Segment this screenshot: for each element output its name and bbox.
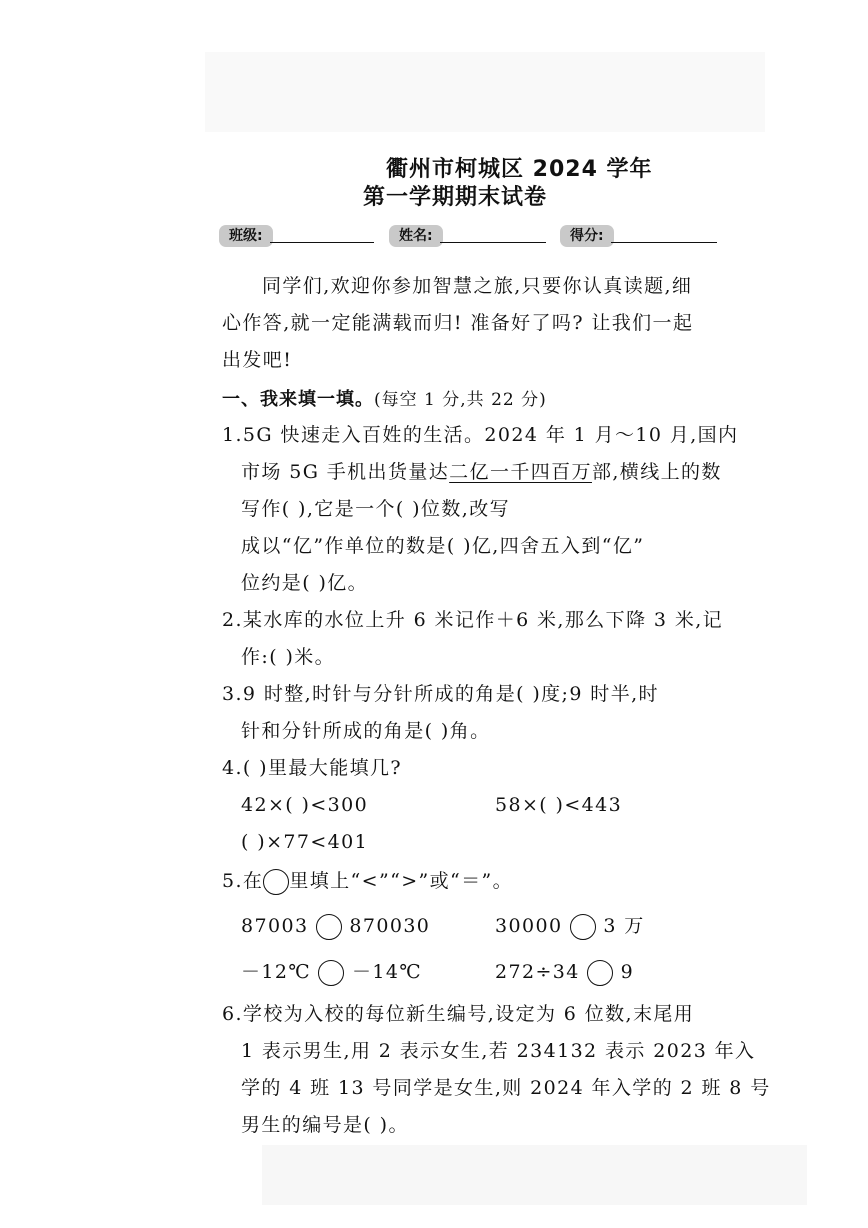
q4-item-b: 58×( )<443	[495, 794, 623, 816]
q5-line1	[222, 869, 513, 895]
q5-b-right: 3 万	[603, 915, 645, 937]
q4-line1: 4.( )里最大能填几?	[222, 757, 402, 779]
q5-item-a	[241, 914, 430, 940]
section1-score-note: (每空 1 分,共 22 分)	[374, 390, 547, 410]
score-label: 得分:	[560, 225, 614, 247]
exam-title-line1: 衢州市柯城区 2024 学年	[386, 157, 653, 182]
q5-c-answer-circle[interactable]	[318, 960, 344, 986]
q5-a-answer-circle[interactable]	[316, 914, 342, 940]
q1-line4: 成以“亿”作单位的数是( )亿,四舍五入到“亿”	[241, 535, 645, 557]
q3-line2: 针和分针所成的角是( )角。	[241, 720, 491, 742]
q1-underlined-number: 二亿一千四百万	[449, 461, 592, 483]
class-label: 班级:	[219, 225, 273, 247]
q6-line2: 1 表示男生,用 2 表示女生,若 234132 表示 2023 年入	[241, 1040, 756, 1062]
q2-line2: 作:( )米。	[241, 646, 336, 668]
scan-shadow-top	[205, 52, 765, 132]
scan-shadow-bottom	[262, 1145, 807, 1205]
q6-line3: 学的 4 班 13 号同学是女生,则 2024 年入学的 2 班 8 号	[241, 1077, 771, 1099]
q1-line3: 写作( ),它是一个( )位数,改写	[241, 498, 511, 520]
q5-a-right: 870030	[349, 915, 431, 937]
score-field[interactable]	[611, 242, 717, 243]
intro-line1: 同学们,欢迎你参加智慧之旅,只要你认真读题,细	[262, 275, 693, 297]
q1-line2	[241, 460, 722, 484]
name-label: 姓名:	[389, 225, 443, 247]
q5-d-answer-circle[interactable]	[587, 960, 613, 986]
name-field[interactable]	[440, 242, 546, 243]
intro-line3: 出发吧!	[222, 349, 293, 371]
q5-c-right: －14℃	[351, 961, 422, 983]
compare-circle-icon	[263, 869, 289, 895]
q5-d-left: 272÷34	[495, 961, 580, 983]
q5-item-c	[241, 960, 422, 986]
q5-line1-post: 里填上“<”“>”或“＝”。	[289, 870, 514, 892]
class-field[interactable]	[270, 242, 374, 243]
q5-c-left: －12℃	[241, 961, 312, 983]
q3-line1: 3.9 时整,时针与分针所成的角是( )度;9 时半,时	[222, 683, 659, 705]
q2-line1: 2.某水库的水位上升 6 米记作＋6 米,那么下降 3 米,记	[222, 609, 724, 631]
intro-line2: 心作答,就一定能满载而归! 准备好了吗? 让我们一起	[222, 312, 694, 334]
q4-item-c: ( )×77<401	[241, 831, 369, 853]
q5-item-b	[495, 914, 645, 940]
q5-b-left: 30000	[495, 915, 563, 937]
q1-line2-post: 部,横线上的数	[591, 461, 722, 483]
q4-item-a: 42×( )<300	[241, 794, 369, 816]
q6-line4: 男生的编号是( )。	[241, 1114, 409, 1136]
q5-a-left: 87003	[241, 915, 309, 937]
q5-line1-pre: 5.在	[222, 870, 264, 892]
q5-d-right: 9	[620, 961, 635, 983]
exam-title-line2: 第一学期期末试卷	[363, 185, 548, 210]
q1-line5: 位约是( )亿。	[241, 572, 369, 594]
q5-item-d	[495, 960, 634, 986]
section1-heading	[222, 385, 547, 411]
q6-line1: 6.学校为入校的每位新生编号,设定为 6 位数,末尾用	[222, 1003, 695, 1025]
q1-line2-pre: 市场 5G 手机出货量达	[241, 461, 450, 483]
q1-line1: 1.5G 快速走入百姓的生活。2024 年 1 月～10 月,国内	[222, 424, 739, 446]
section1-title: 一、我来填一填。	[222, 389, 374, 410]
q5-b-answer-circle[interactable]	[570, 914, 596, 940]
